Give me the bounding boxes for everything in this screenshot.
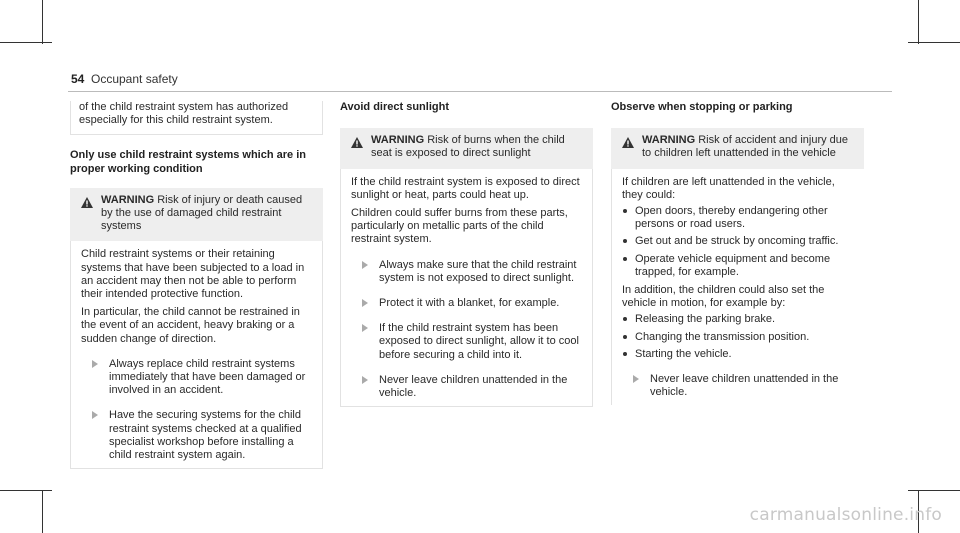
list-item: Starting the vehicle. <box>622 348 854 361</box>
warning-header <box>340 128 593 168</box>
paragraph: In addition, the children could also set the vehicle in motion, for example by: <box>622 284 825 310</box>
header-divider <box>68 91 892 92</box>
list-item: Releasing the parking brake. <box>622 313 854 326</box>
warning-text: Risk of injury or death caused by the use of damaged child restraint systems <box>101 193 303 233</box>
crop-mark <box>0 490 52 491</box>
arrow-icon <box>362 324 368 332</box>
section-heading: Avoid direct sunlight <box>340 101 449 113</box>
bullet-list <box>622 313 854 361</box>
crop-mark <box>908 490 960 491</box>
arrow-icon <box>362 376 368 384</box>
step-item: Never leave children unattended in the vehicle. <box>351 374 582 400</box>
list-item: Changing the transmission position. <box>622 331 854 344</box>
warning-block <box>340 128 593 407</box>
page-number: 54 <box>71 72 85 86</box>
section-heading: Observe when stopping or parking <box>611 101 793 113</box>
column-3 <box>611 101 864 405</box>
list-item: Get out and be struck by oncoming traffic. <box>622 235 854 248</box>
crop-mark <box>42 0 43 44</box>
warning-label: WARNING <box>642 134 696 147</box>
crop-mark <box>42 490 43 533</box>
arrow-icon <box>362 261 368 269</box>
bullet-icon <box>623 209 627 213</box>
warning-icon <box>81 197 93 208</box>
intro-box <box>70 101 323 135</box>
paragraph: In particular, the child cannot be restrained in the event of an accident, heavy braking or a sudden change of direction. <box>81 306 300 345</box>
page-title: Occupant safety <box>91 72 178 86</box>
warning-header <box>70 188 323 242</box>
warning-text: Risk of burns when the child seat is exposed to direct sunlight <box>371 134 565 160</box>
paragraph: Child restraint systems or their retaining systems that have been subjected to a load in an accident may then not be able to perform their intended protective function. <box>81 248 305 301</box>
warning-header <box>611 128 864 168</box>
bullet-icon <box>623 257 627 261</box>
warning-block <box>611 128 864 405</box>
arrow-icon <box>362 299 368 307</box>
arrow-icon <box>92 360 98 368</box>
bullet-icon <box>623 352 627 356</box>
step-item: Always replace child restraint systems immediately that have been damaged or involved in an accident. <box>81 358 312 398</box>
intro-text: of the child restraint system has authorized especially for this child restraint system. <box>79 101 289 127</box>
step-item: If the child restraint system has been exposed to direct sunlight, allow it to cool before securing a child into it. <box>351 322 582 362</box>
step-item: Always make sure that the child restraint system is not exposed to direct sunlight. <box>351 259 582 285</box>
list-item: Open doors, thereby endangering other persons or road users. <box>622 205 854 231</box>
paragraph: If children are left unattended in the vehicle, they could: <box>622 175 835 201</box>
step-item: Protect it with a blanket, for example. <box>351 297 582 310</box>
warning-body <box>70 241 323 469</box>
arrow-icon <box>633 375 639 383</box>
arrow-icon <box>92 411 98 419</box>
warning-body <box>611 169 864 406</box>
warning-text: Risk of accident and injury due to children left unattended in the vehicle <box>642 134 849 160</box>
crop-mark <box>908 42 960 43</box>
step-item: Never leave children unattended in the vehicle. <box>622 373 854 399</box>
bullet-icon <box>623 335 627 339</box>
warning-icon <box>351 137 363 148</box>
bullet-icon <box>623 317 627 321</box>
bullet-list <box>622 205 854 279</box>
crop-mark <box>0 42 52 43</box>
section-heading: Only use child restraint systems which are in proper working condition <box>70 149 306 175</box>
warning-icon <box>622 137 634 148</box>
warning-body <box>340 169 593 408</box>
warning-block <box>70 188 323 469</box>
warning-label: WARNING <box>101 193 155 206</box>
column-2 <box>340 101 593 407</box>
watermark: carmanualsonline.info <box>749 505 942 525</box>
step-item: Have the securing systems for the child restraint systems checked at a qualified specialist workshop before installing a child restraint system again. <box>81 409 312 462</box>
warning-label: WARNING <box>371 134 425 147</box>
bullet-icon <box>623 239 627 243</box>
column-1 <box>70 101 323 469</box>
list-item: Operate vehicle equipment and become trapped, for example. <box>622 253 854 279</box>
crop-mark <box>918 0 919 44</box>
paragraph: Children could suffer burns from these parts, particularly on metallic parts of the child restraint system. <box>351 207 568 246</box>
paragraph: If the child restraint system is exposed to direct sunlight or heat, parts could heat up. <box>351 175 580 201</box>
